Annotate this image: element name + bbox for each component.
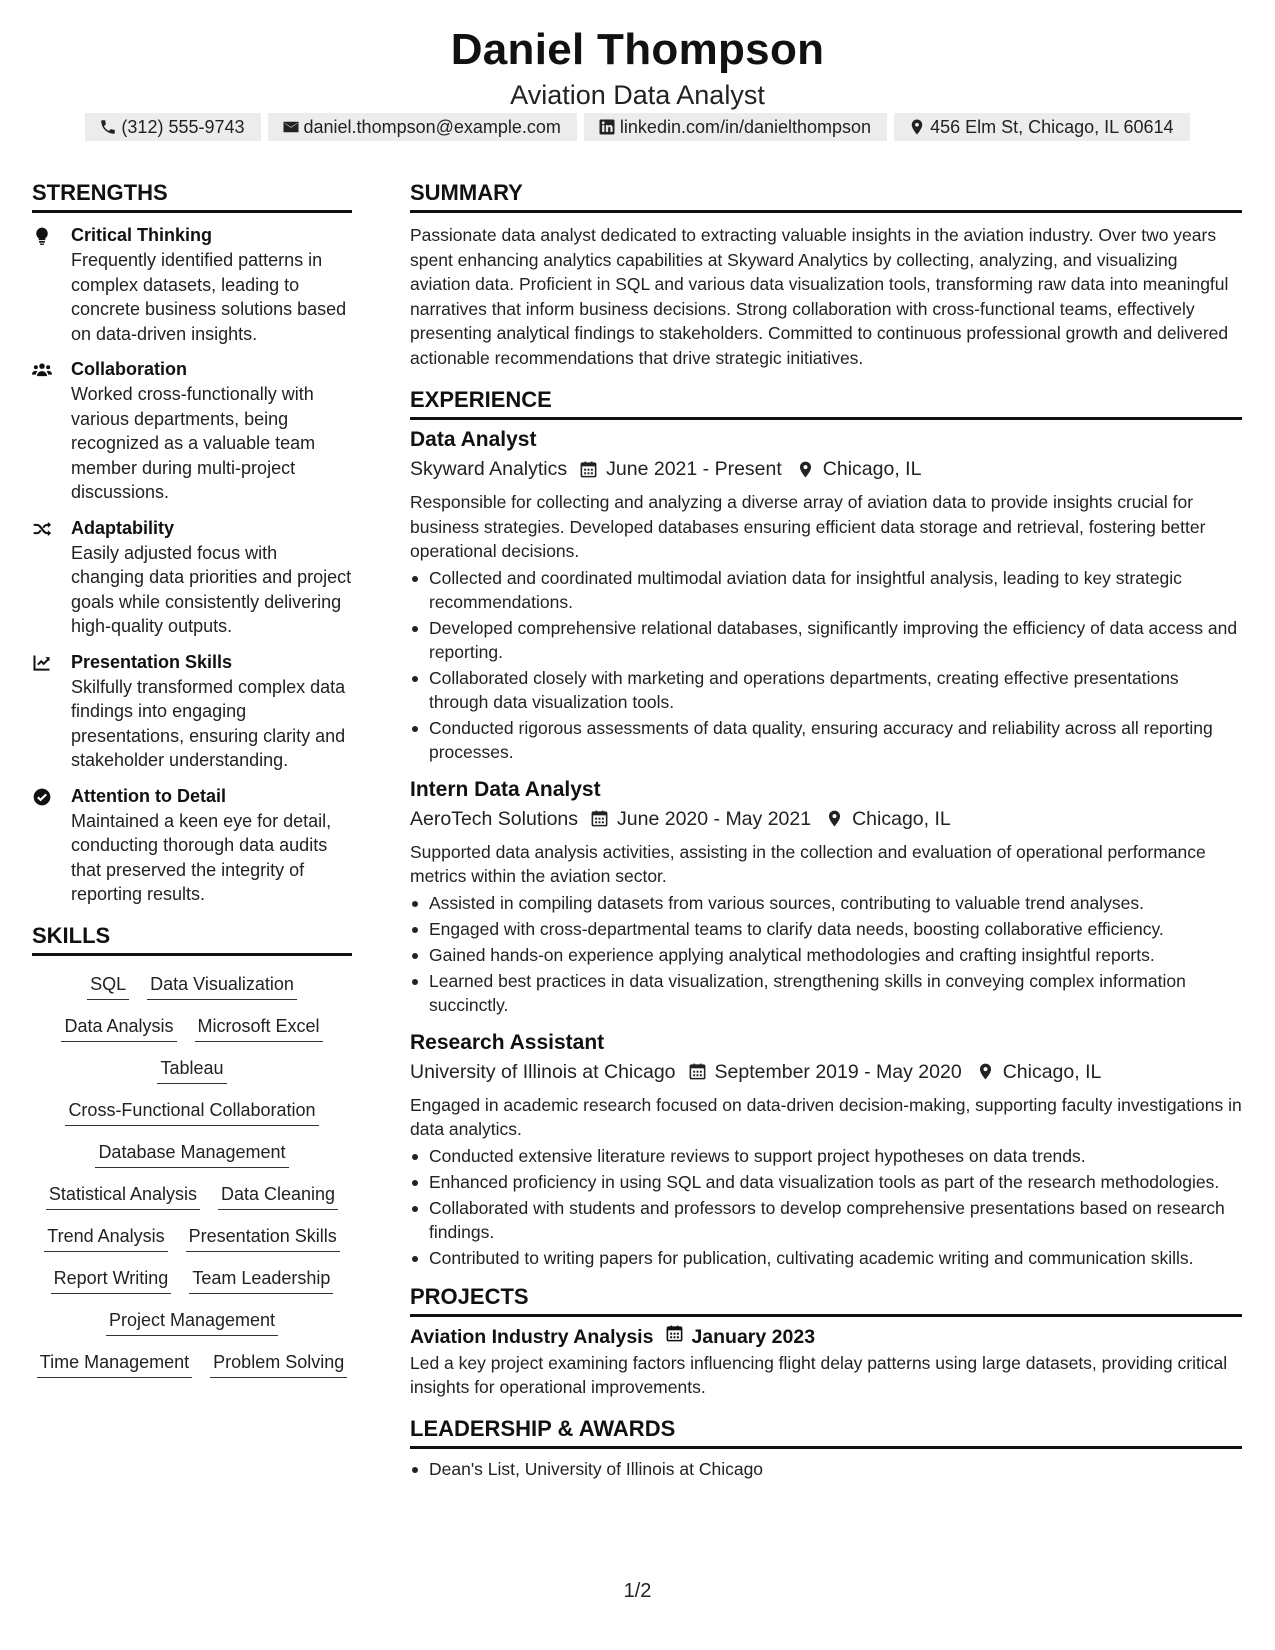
skills-heading: SKILLS — [32, 921, 352, 956]
job-location: Chicago, IL — [852, 807, 951, 830]
list-item: Conducted extensive literature reviews to support project hypotheses on data trends. — [410, 1144, 1242, 1168]
summary-heading: SUMMARY — [410, 178, 1242, 213]
skills-list — [32, 968, 352, 1378]
job-meta — [410, 804, 1242, 834]
contact-email-text: daniel.thompson@example.com — [303, 116, 561, 137]
email-icon — [282, 118, 300, 136]
list-item: Learned best practices in data visualization, strengthening skills in conveying complex information succinctly. — [410, 969, 1242, 1017]
skill-tag: Cross-Functional Collaboration — [65, 1098, 318, 1126]
strength-title: Adaptability — [71, 517, 175, 538]
job-title: Intern Data Analyst — [410, 777, 601, 801]
list-item: Developed comprehensive relational databases, significantly improving the efficiency of data access and reporting. — [410, 616, 1242, 664]
left-column — [32, 178, 352, 1378]
check-circle-icon — [32, 784, 71, 907]
leadership-heading: LEADERSHIP & AWARDS — [410, 1414, 1242, 1449]
strength-item — [32, 650, 352, 773]
skill-tag: Data Visualization — [147, 972, 297, 1000]
job-dates: September 2019 - May 2020 — [714, 1060, 962, 1083]
contact-address — [894, 113, 1189, 141]
location-icon — [962, 1062, 1003, 1081]
skill-tag: Data Cleaning — [218, 1182, 338, 1210]
strength-title: Collaboration — [71, 359, 187, 379]
contact-address-text: 456 Elm St, Chicago, IL 60614 — [930, 116, 1174, 137]
job-company: AeroTech Solutions — [410, 807, 579, 830]
project-title-row — [410, 1323, 1242, 1351]
skill-tag: Statistical Analysis — [46, 1182, 200, 1210]
list-item: Gained hands-on experience applying analytical methodologies and crafting insightful reports. — [410, 943, 1242, 967]
list-item: Assisted in compiling datasets from various sources, contributing to valuable trend analyses. — [410, 891, 1242, 915]
resume-header — [0, 22, 1275, 112]
job-bullets — [410, 1144, 1242, 1270]
contact-linkedin-text: linkedin.com/in/danielthompson — [619, 116, 872, 137]
location-icon — [811, 809, 852, 828]
shuffle-icon — [32, 516, 71, 639]
strength-desc: Easily adjusted focus with changing data priorities and project goals while consistently delivering high-quality outputs. — [71, 542, 352, 636]
calendar-icon — [653, 1323, 691, 1351]
strength-desc: Maintained a keen eye for detail, conducting thorough data audits that preserved the integrity of reporting results. — [71, 810, 332, 904]
skill-tag: Database Management — [95, 1140, 288, 1168]
job-company: University of Illinois at Chicago — [410, 1060, 676, 1083]
list-item: Conducted rigorous assessments of data quality, ensuring accuracy and reliability across all reporting processes. — [410, 716, 1242, 764]
candidate-name: Daniel Thompson — [450, 25, 825, 74]
calendar-icon — [578, 809, 617, 828]
calendar-icon — [567, 460, 606, 479]
strength-desc: Frequently identified patterns in complex datasets, leading to concrete business solutions based on data-driven insights. — [71, 250, 347, 344]
strength-title: Critical Thinking — [71, 225, 213, 245]
skill-tag: Data Analysis — [61, 1014, 176, 1042]
skill-tag: Presentation Skills — [186, 1224, 340, 1252]
job-title: Data Analyst — [410, 428, 537, 451]
strength-title: Attention to Detail — [71, 785, 226, 806]
project-title: Aviation Industry Analysis — [410, 1325, 654, 1348]
list-item: Collaborated closely with marketing and operations departments, creating effective presentations through data visualization tools. — [410, 666, 1242, 714]
calendar-icon — [676, 1062, 715, 1081]
lightbulb-icon — [32, 223, 71, 346]
contact-linkedin[interactable] — [584, 113, 887, 141]
strength-item — [32, 223, 352, 346]
skill-tag: Time Management — [37, 1350, 192, 1378]
project-description: Led a key project examining factors influencing flight delay patterns using large datasets, providing critical insights for operational improvements. — [410, 1352, 1228, 1397]
experience-heading: EXPERIENCE — [410, 385, 1242, 420]
job-company: Skyward Analytics — [410, 458, 568, 480]
list-item: Collaborated with students and professors to develop comprehensive presentations based on research findings. — [410, 1196, 1242, 1244]
page-number: 1/2 — [623, 1580, 652, 1602]
list-item: Engaged with cross-departmental teams to clarify data needs, boosting collaborative efficiency. — [410, 917, 1242, 941]
leadership-list — [410, 1457, 1242, 1481]
skill-tag: Report Writing — [51, 1266, 172, 1294]
candidate-role: Aviation Data Analyst — [510, 80, 765, 110]
strength-item — [32, 784, 352, 907]
strength-item — [32, 516, 352, 639]
list-item: Contributed to writing papers for publication, cultivating academic writing and communication skills. — [410, 1246, 1242, 1270]
projects-heading: PROJECTS — [410, 1282, 1242, 1317]
job-entry — [410, 1029, 1242, 1270]
job-bullets — [410, 891, 1242, 1017]
contact-email[interactable] — [268, 113, 577, 141]
skill-tag: Microsoft Excel — [195, 1014, 323, 1042]
skill-tag: Trend Analysis — [44, 1224, 167, 1252]
list-item: Enhanced proficiency in using SQL and data visualization tools as part of the research methodologies. — [410, 1170, 1242, 1194]
strength-title: Presentation Skills — [71, 651, 233, 672]
strengths-heading: STRENGTHS — [32, 178, 352, 213]
location-icon — [782, 460, 823, 479]
job-meta — [410, 454, 1242, 484]
summary-text: Passionate data analyst dedicated to extracting valuable insights in the aviation industry. Over two years spent enhancing analytics capabilities at Skyward Analytics by collecting, analyzing, and visualizing aviation data. Proficient in SQL and various data visualization tools, transforming raw data into meaningful narratives that inform business decisions. Strong collaboration with cross-functional teams, effectively presenting analytical findings to stakeholders. Committed to continuous professional growth and delivered actionable recommendations that drive strategic initiatives. — [410, 225, 1229, 368]
phone-icon — [99, 118, 117, 136]
job-entry — [410, 776, 1242, 1017]
contact-phone-text: (312) 555-9743 — [121, 116, 245, 137]
right-column — [410, 178, 1242, 1483]
chart-line-icon — [32, 650, 71, 773]
linkedin-icon — [598, 118, 616, 136]
job-meta — [410, 1057, 1242, 1087]
skill-tag: Problem Solving — [210, 1350, 347, 1378]
skill-tag: Project Management — [106, 1308, 278, 1336]
job-dates: June 2020 - May 2021 — [617, 807, 812, 830]
skill-tag: Tableau — [157, 1056, 226, 1084]
strength-item — [32, 357, 352, 505]
contact-phone[interactable] — [85, 113, 260, 141]
strength-desc: Worked cross-functionally with various departments, being recognized as a valuable team member during multi-project discussions. — [71, 384, 316, 502]
skill-tag: Team Leadership — [189, 1266, 333, 1294]
skill-tag: SQL — [87, 972, 129, 1000]
users-icon — [32, 357, 71, 505]
list-item: Collected and coordinated multimodal aviation data for insightful analysis, leading to key strategic recommendations. — [410, 566, 1242, 614]
job-dates: June 2021 - Present — [606, 458, 782, 480]
job-description: Supported data analysis activities, assisting in the collection and evaluation of operational performance metrics within the aviation sector. — [410, 841, 1206, 886]
job-description: Engaged in academic research focused on data-driven decision-making, supporting faculty investigations in data analytics. — [410, 1094, 1242, 1139]
job-description: Responsible for collecting and analyzing a diverse array of aviation data to provide insights crucial for business strategies. Developed databases ensuring efficient data storage and retrieval, fostering better operational decisions. — [410, 492, 1206, 561]
project-date: January 2023 — [691, 1325, 816, 1348]
job-bullets — [410, 566, 1242, 764]
job-title: Research Assistant — [410, 1030, 605, 1054]
job-location: Chicago, IL — [1002, 1060, 1102, 1083]
list-item: Dean's List, University of Illinois at Chicago — [410, 1457, 1242, 1481]
job-location: Chicago, IL — [822, 458, 922, 480]
location-icon — [908, 118, 926, 136]
job-entry — [410, 426, 1242, 764]
contact-bar — [0, 113, 1275, 141]
strength-desc: Skilfully transformed complex data findings into engaging presentations, ensuring clarity and stakeholder understanding. — [71, 676, 346, 770]
